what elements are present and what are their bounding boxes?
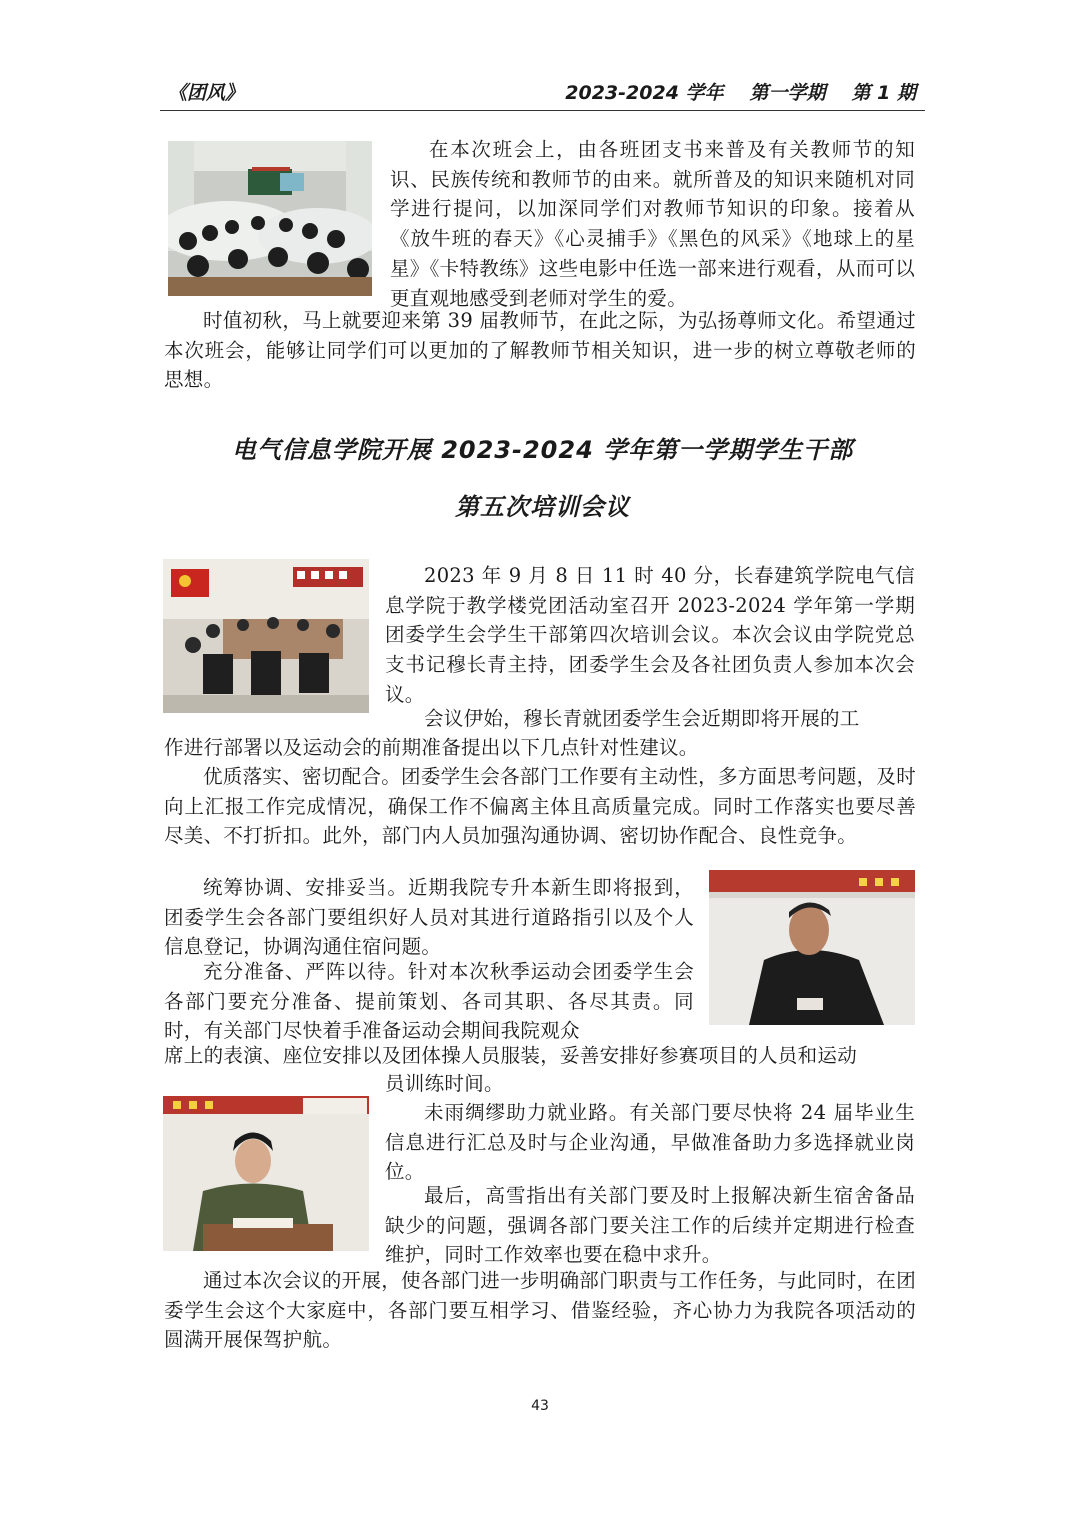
article2-paragraph-6: 未雨绸缪助力就业路。有关部门要尽快将 24 届毕业生信息进行汇总及时与企业沟通，早做准备助力多选择就业岗位。 — [385, 1101, 915, 1184]
issue-number: 第 1 期 — [851, 82, 916, 104]
article1-paragraph-2: 时值初秋，马上就要迎来第 39 届教师节，在此之际，为弘扬尊师文化。希望通过本次班会，能够让同学们可以更加的了解教师节相关知识，进一步的树立尊敬老师的思想。 — [164, 309, 916, 392]
classroom-photo — [168, 141, 372, 296]
writing-student-photo — [163, 1096, 369, 1251]
meeting-photo — [163, 559, 369, 713]
article2-paragraph-4: 统筹协调、安排妥当。近期我院专升本新生即将报到，团委学生会各部门要组织好人员对其进行道路指引以及个人信息登记，协调沟通住宿问题。 — [164, 876, 694, 959]
article2-paragraph-2a: 会议伊始，穆长青就团委学生会近期即将开展的工 — [424, 707, 860, 730]
article2-paragraph-5c: 员训练时间。 — [385, 1072, 504, 1095]
speaker-photo — [709, 870, 915, 1025]
journal-title: 《团风》 — [168, 82, 245, 104]
page-number: 43 — [531, 1398, 549, 1414]
article2-paragraph-8: 通过本次会议的开展，使各部门进一步明确部门职责与工作任务，与此同时，在团委学生会这个大家庭中，各部门要互相学习、借鉴经验，齐心协力为我院各项活动的圆满开展保驾护航。 — [164, 1269, 916, 1352]
semester: 第一学期 — [749, 82, 826, 104]
article2-paragraph-7: 最后，高雪指出有关部门要及时上报解决新生宿舍备品缺少的问题，强调各部门要关注工作的后续并定期进行检查维护，同时工作效率也要在稳中求升。 — [385, 1184, 915, 1267]
article2-paragraph-2b: 作进行部署以及运动会的前期准备提出以下几点针对性建议。 — [164, 736, 699, 759]
article2-paragraph-1: 2023 年 9 月 8 日 11 时 40 分，长春建筑学院电气信息学院于教学楼党团活动室召开 2023-2024 学年第一学期团委学生会学生干部第四次培训会议。本次会议由学院党总支书记穆长青主持，团委学生会及各社团负责人参加本次会议。 — [385, 564, 915, 706]
article2-title-line-2: 第五次培训会议 — [455, 493, 630, 521]
article2-title-line-1: 电气信息学院开展 2023-2024 学年第一学期学生干部 — [231, 436, 854, 464]
article2-paragraph-5b: 席上的表演、座位安排以及团体操人员服装，妥善安排好参赛项目的人员和运动 — [164, 1044, 858, 1067]
article2-paragraph-5a: 充分准备、严阵以待。针对本次秋季运动会团委学生会各部门要充分准备、提前策划、各司其职、各尽其责。同时，有关部门尽快着手准备运动会期间我院观众 — [164, 960, 694, 1043]
issue-info — [539, 78, 916, 105]
header-divider — [160, 110, 925, 111]
article1-paragraph-1: 在本次班会上，由各班团支书来普及有关教师节的知识、民族传统和教师节的由来。就所普及的知识来随机对同学进行提问，以加深同学们对教师节知识的印象。接着从《放牛班的春天》《心灵捕手》《黑色的风采》《地球上的星星》《卡特教练》这些电影中任选一部来进行观看，从而可以更直观地感受到老师对学生的爱。 — [390, 138, 915, 310]
article2-paragraph-3: 优质落实、密切配合。团委学生会各部门工作要有主动性，多方面思考问题，及时向上汇报工作完成情况，确保工作不偏离主体且高质量完成。同时工作落实也要尽善尽美、不打折扣。此外，部门内人员加强沟通协调、密切协作配合、良性竞争。 — [164, 765, 916, 848]
school-year: 2023-2024 学年 — [565, 82, 724, 104]
